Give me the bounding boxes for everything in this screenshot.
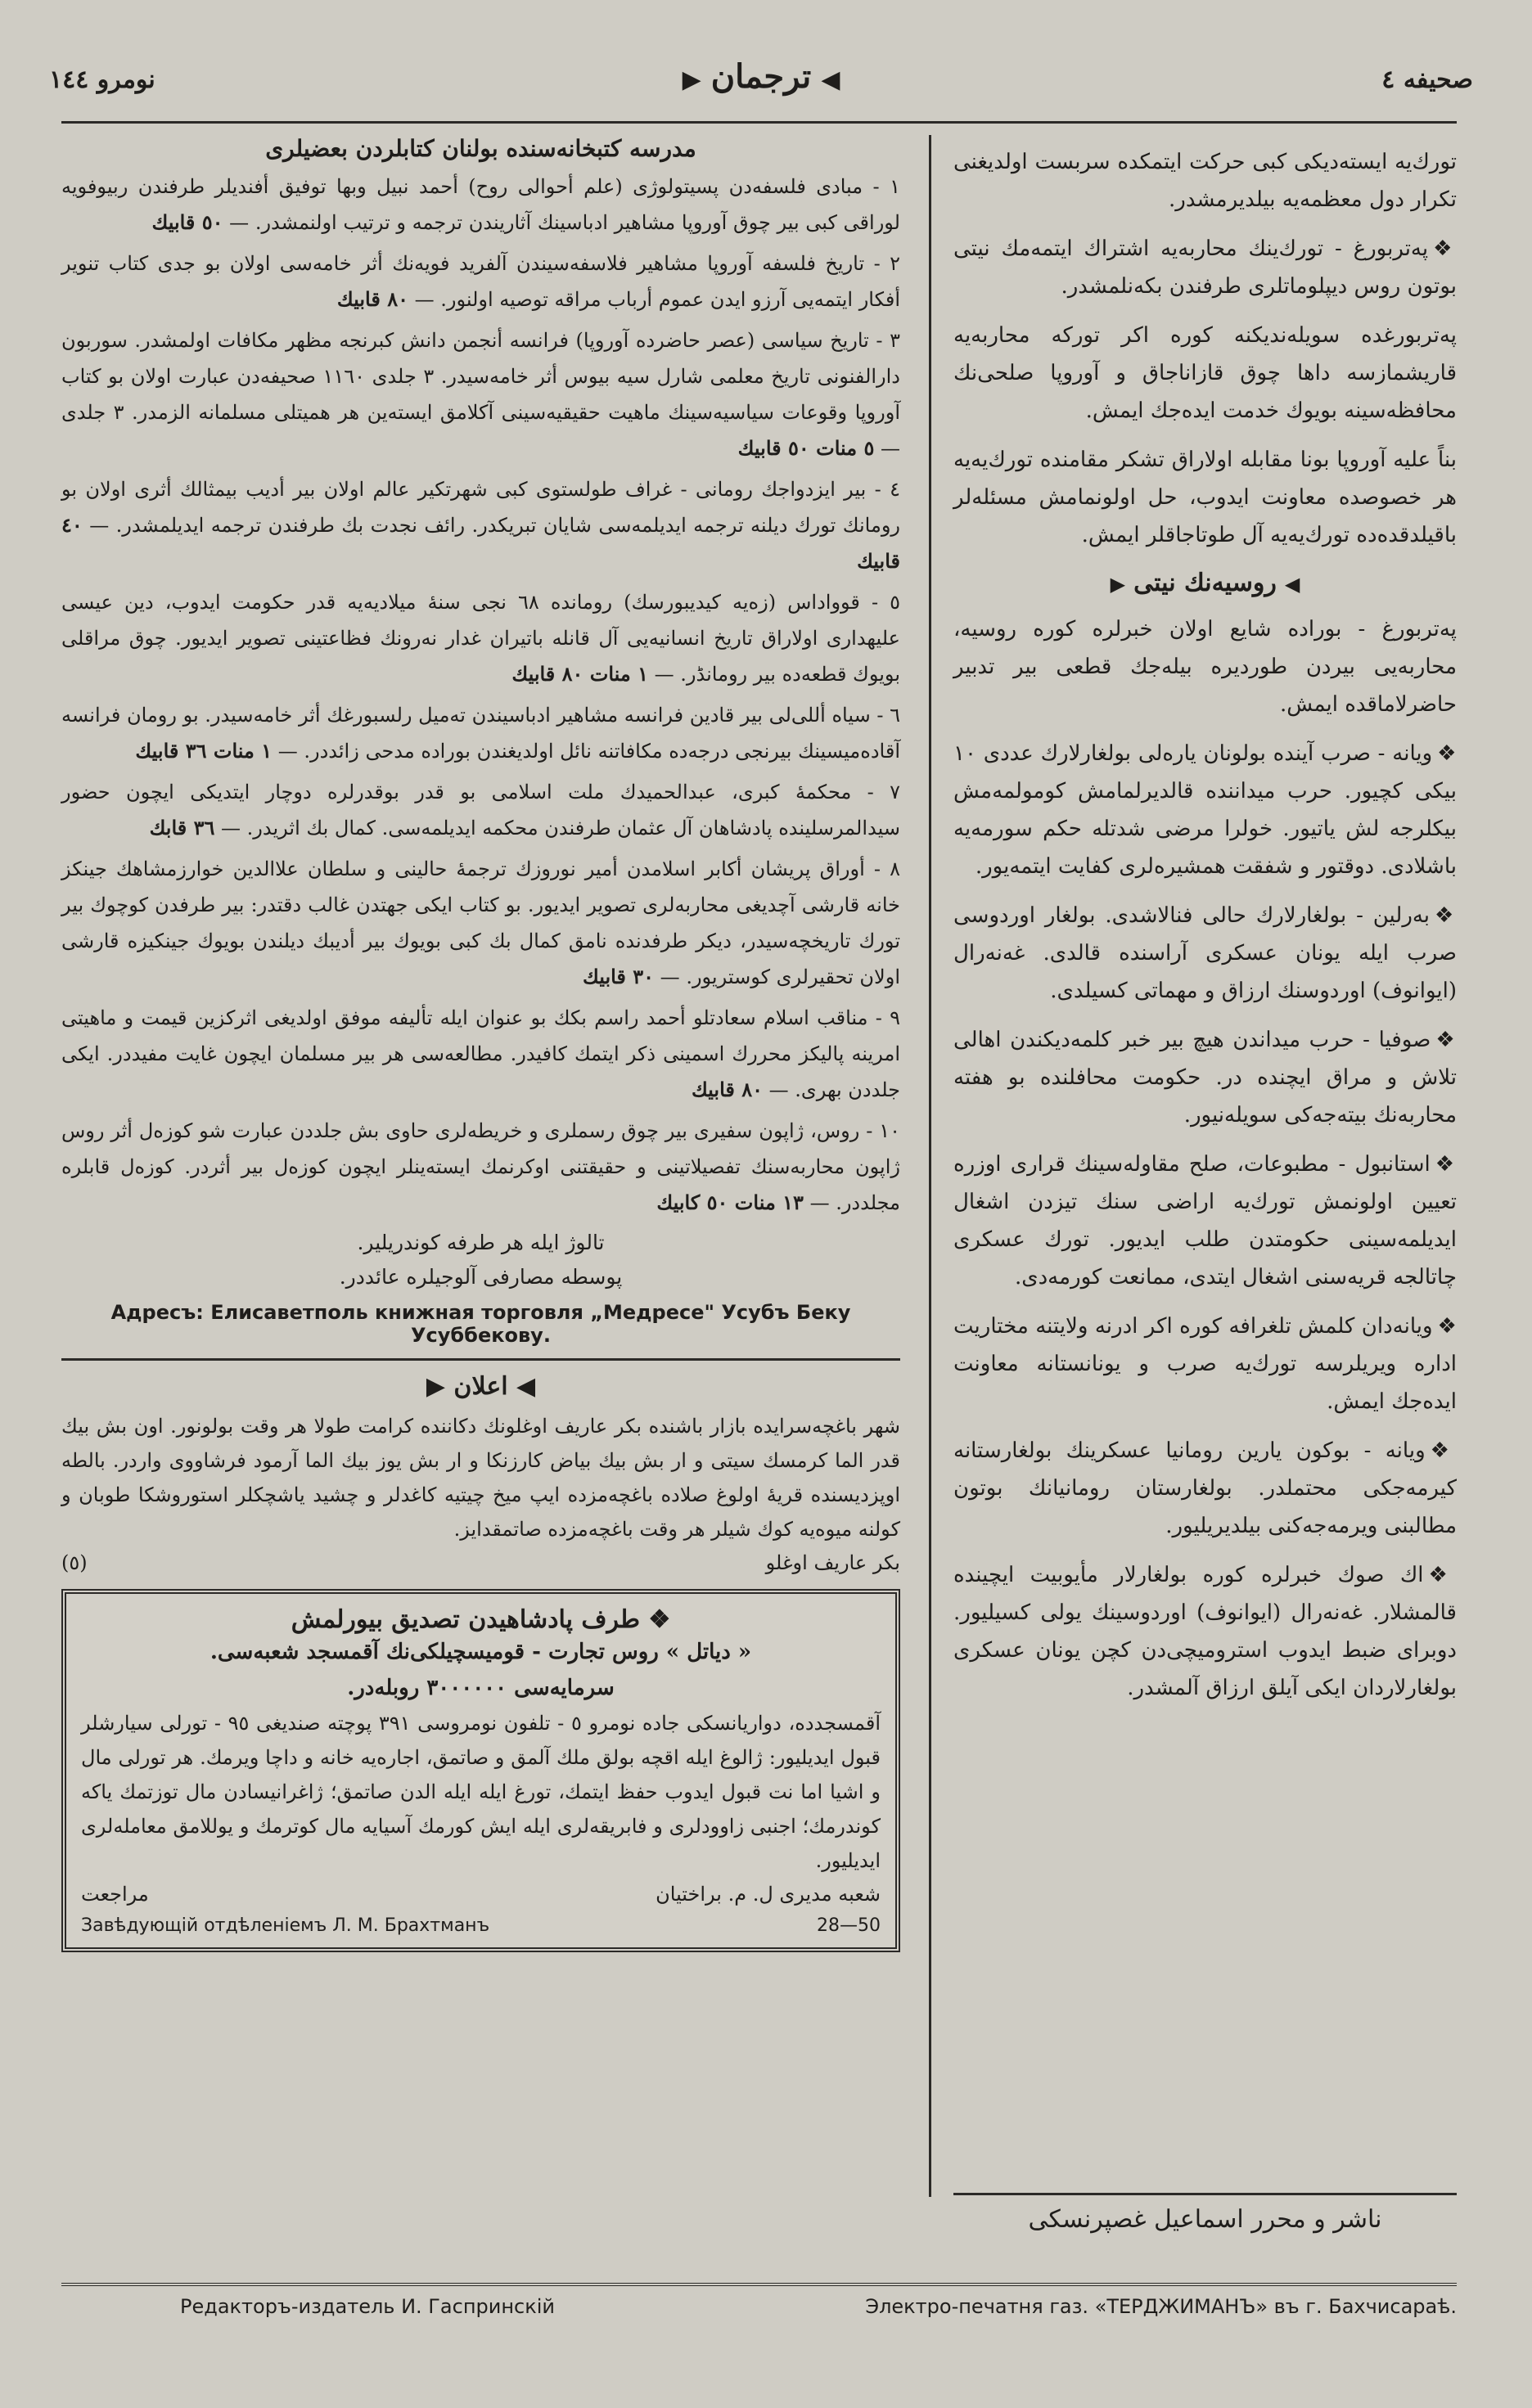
footer-rule bbox=[61, 2283, 1457, 2286]
ad-signer: بکر عاریف اوغلو bbox=[765, 1551, 900, 1574]
library-title: مدرسه کتبخانه‌سنده بولنان کتابلردن بعضیلری bbox=[265, 135, 696, 162]
page-number: صحیفه ٤ bbox=[1381, 65, 1473, 94]
book-description: ٣ - تاریخ سیاسی (عصر حاضرده آوروپا) فرانسه أنجمن دانش کبرنجه مظهر مکافات اولمشدر. سوربون دارالفنونی تاریخ معلمی شارل سیه بیوس أثر خامه‌سیدر. ٣ جلدی ١١٦٠ صحیفه‌دن عبارت اولان بو کتاب آوروپا وقوعات سیاسیه‌سینك ماهیت حقیقیه‌سینی آکلامق ایستەین هر همیتلی مسلمانه الزمدر. ٣ جلدی bbox=[61, 329, 900, 424]
bullet-icon: ❖ bbox=[1437, 1314, 1457, 1339]
ornament-icon: ◀ bbox=[507, 1372, 536, 1401]
news-paragraph: پەتربورغ - بوراده شایع اولان خبرلره کوره روسیه، محاربه‌یی بیردن طوردیره بیله‌جك قطعی بیر تدبیر حاضرلاماقده ایمش. bbox=[953, 617, 1457, 717]
book-entry: ٩ - مناقب اسلام سعادتلو أحمد راسم بکك بو عنوان ایله تألیفه موفق اولدیغی اثرکزین قیمت و ماهیتی امرینه پالیکز محررك اسمینی ذکر ایتمك کافیدر. مطالعه‌سی هر بیر مسلمان ایچون غایت مفیددر. ایکی جلددن بهری. — ٨٠ قابیك bbox=[61, 1006, 900, 1101]
issue-number: نومرو ١٤٤ bbox=[49, 65, 155, 94]
masthead-title bbox=[673, 57, 850, 96]
footer-editor: Редакторъ-издатель И. Гаспринскій bbox=[180, 2295, 555, 2318]
news-paragraph: تورك‌یه ایسته‌دیکی کبی حرکت ایتمکده سربست اولدیغنی تکرار دول معظمه‌یه بیلدیرمشدر. bbox=[953, 150, 1457, 212]
book-price: ٣٦ قابك bbox=[149, 816, 215, 839]
ornament-icon: ▶ bbox=[1110, 572, 1126, 596]
bank-text: آقمسجدده، دواریانسکی جاده نومرو ٥ - تلفون نومروسی ٣٩١ پوچته صندیغی ٩٥ - تورلی سیارشلر قبول ایدیلیور: ژالوغ ایله اقچه بولق ملك آلمق و صاتمق، اجاره‌یه خانه و داچا ویرمك. هر تورلی مال و اشیا اما نت قبول ایدوب حفظ ایتمك، تورغ ایله ایله الدن صاتمق؛ ژاغرانیسادن مال توزتمك یاکه کوندرمك؛ اجنبی زاوودلری و فابریقه‌لری ایله ایش کورمك آسیایه مال کوترمك و یوللامق معامله‌لری ایدیلیور. bbox=[81, 1712, 881, 1872]
publisher-line: ناشر و محرر اسماعیل غصپرنسکی bbox=[1028, 2205, 1382, 2234]
header-rule bbox=[61, 121, 1457, 124]
book-description: ٧ - محکمهٔ کبری، عبدالحمیدك ملت اسلامی بو قدر بوقدرلره دوچار ایتدیکی ایچون حضور سیدالمرسلینده پادشاهان آل عثمان طرفندن محکمه ایدیلمه‌سی. کمال بك اثریدر. bbox=[61, 781, 900, 839]
column-divider bbox=[929, 135, 931, 2197]
publisher-rule bbox=[953, 2193, 1457, 2195]
bank-ad-number: 28—50 bbox=[817, 1915, 881, 1936]
book-entry: ٣ - تاریخ سیاسی (عصر حاضرده آوروپا) فرانسه أنجمن دانش کبرنجه مظهر مکافات اولمشدر. سوربون دارالفنونی تاریخ معلمی شارل سیه بیوس أثر خامه‌سیدر. ٣ جلدی ١١٦٠ صحیفه‌دن عبارت اولان بو کتاب آوروپا وقوعات سیاسیه‌سینك ماهیت حقیقیه‌سینی آکلامق ایستەین هر همیتلی مسلمانه الزمدر. ٣ جلدی — ٥ منات ٥٠ قابیك bbox=[61, 329, 900, 460]
ads-column bbox=[61, 135, 900, 2201]
book-price: ٨٠ قابیك bbox=[691, 1078, 764, 1101]
library-note: پوسطه مصارفی آلوجیلره عائددر. bbox=[339, 1265, 623, 1289]
book-price: ١٣ منات ٥٠ کابیك bbox=[656, 1190, 804, 1214]
ornament-icon: ▶ bbox=[426, 1372, 454, 1401]
news-paragraph: ❖استانبول - مطبوعات، صلح مقاوله‌سینك قراری اوزره تعیین اولونمش تورك‌یه اراضی سنك تیزدن اشغال ایدیلمه‌سینی حکومتدن طلب ایدیور. تورك عسکری چاتالجه قریه‌سنی اشغال ایتدی، ممانعت کورمه‌دی. bbox=[953, 1152, 1457, 1290]
ad-text: شهر باغچەسرایده بازار باشنده بکر عاریف اوغلونك دکاننده کرامت طولا هر وقت بولونور. اون بش بیك قدر الما کرمسك سیتی و ار بش بیك بیاض کارزنکا و ار بش یوز بیك الما آرمود فرشاووی واردر. بالطه اوپزدیسنده قریهٔ اولوغ صلاده باغچه‌مزده ایپ میخ چیتیه کاغدلر و چشید یاشچکلر استوروشکا طوبان و کولنه میوه‌یه کوك شیلر هر وقت باغچه‌مزده صاتمقدایز. bbox=[61, 1415, 900, 1541]
book-price: ٨٠ قابیك bbox=[336, 287, 408, 311]
ad-number: (٥) bbox=[61, 1551, 88, 1574]
book-description: ٥ - قوواداس (زەیه کیدیبورسك) رومانده ٦٨ نجی سنهٔ میلادیه‌یه قدر حکومت ایدوب، دین عیسی علیهداری اولاراق تاریخ انسانیه‌یی آل قانله باتیران غدار نەرونك فظاعتینی تصویر ایدیور. چوق مراقلی بویوك قطعه‌ده بیر رومانڈر. bbox=[61, 591, 901, 686]
book-description: ١ - مبادی فلسفه‌دن پسیتولوژی (علم أحوالی روح) أحمد نبیل وبها توفیق أفندیلر طرفندن ربیوفویه لوراقی کبی بیر چوق آوروپا مشاهیر ادباسینك آثاریندن ترجمه و ترتیب اولنمشدر. bbox=[61, 175, 900, 234]
book-entry: ١ - مبادی فلسفه‌دن پسیتولوژی (علم أحوالی روح) أحمد نبیل وبها توفیق أفندیلر طرفندن ربیوفویه لوراقی کبی بیر چوق آوروپا مشاهیر ادباسینك آثاریندن ترجمه و ترتیب اولنمشدر. — ٥٠ قابیك bbox=[61, 175, 900, 234]
ornament-icon: ▶ bbox=[682, 65, 701, 94]
news-paragraph: ❖ویانه‌دان کلمش تلغرافه کوره اکر ادرنه ولایتنه مختاریت اداره ویریلرسه تورك‌یه صرب و یونانستانه معاونت ایده‌جك ایمش. bbox=[953, 1314, 1457, 1414]
bank-ad bbox=[61, 1589, 900, 1952]
bullet-icon: ❖ bbox=[1430, 1438, 1457, 1463]
section-rule bbox=[61, 1358, 900, 1361]
bullet-icon: ❖ bbox=[1435, 903, 1457, 928]
bank-name: « دیاتل » روس تجارت - قومیسچیلکی‌نك آقمسجد شعبه‌سی. bbox=[210, 1640, 752, 1664]
ornament-icon: ❖ bbox=[639, 1605, 671, 1634]
news-paragraph: ❖پەتربورغ - تورك‌ینك محاربه‌یه اشتراك ایتمەمك نیتی بوتون روس دیپلوماتلری طرفندن بکه‌نلمشدر. bbox=[953, 236, 1457, 299]
page-footer bbox=[180, 2295, 1457, 2318]
news-paragraph: ❖ویانه - بوکون یارین رومانیا عسکرینك بولغارستانه کیرمه‌جکی محتملدر. بولغارستان رومانیانك بوتون مطالبنی ویرمه‌جه‌کنی بیلدیریلیور. bbox=[953, 1438, 1457, 1538]
news-paragraph: ❖اك صوك خبرلره کوره بولغارلار مأیوبیت ایچینده قالمشلار. غەنەرال (ایوانوف) اوردوسینك یولی کسیلیور. دوبرای ضبط ایدوب استرومیچی‌دن کچن یونان عسکری بولغارلاردان ایکی آیلق ارزاق آلمشدر. bbox=[953, 1563, 1458, 1700]
bank-manager: شعبه مدیری ل. م. براختیان bbox=[656, 1883, 881, 1906]
book-entry: ٧ - محکمهٔ کبری، عبدالحمیدك ملت اسلامی بو قدر بوقدرلره دوچار ایتدیکی ایچون حضور سیدالمرسلینده پادشاهان آل عثمان طرفندن محکمه ایدیلمه‌سی. کمال بك اثریدر. — ٣٦ قابك bbox=[61, 781, 900, 839]
bank-contact-label: مراجعت bbox=[81, 1883, 149, 1906]
book-entry: ٢ - تاریخ فلسفه آوروپا مشاهیر فلاسفه‌سیندن آلفرید فویه‌نك أثر خامه‌سی اولان بو جدی کتاب تنویر أفکار ایتمه‌یی آرزو ایدن عموم أرباب مراقه توصیه اولنور. — ٨٠ قابیك bbox=[61, 252, 900, 311]
bullet-icon: ❖ bbox=[1437, 741, 1457, 766]
book-list bbox=[61, 169, 900, 1221]
news-paragraph: بناً علیه آوروپا بونا مقابله اولاراق تشکر مقامنده تورك‌یه‌یه هر خصوصده معاونت ایدوب، حل اولونمامش مسئله‌لر باقیلدقده‌ده تورك‌یه‌یه آل طوتاجاقلر ایمش. bbox=[953, 448, 1457, 547]
ornament-icon: ◀ bbox=[1284, 572, 1300, 596]
bank-manager-ru: Завѣдующій отдѣленіемъ Л. М. Брахтманъ bbox=[81, 1915, 490, 1936]
section-title: ◀روسیه‌نك نیتی▶ bbox=[1110, 569, 1300, 597]
book-entry: ٤ - بیر ایزدواجك رومانی - غراف طولستوی کبی شهرتکیر عالم اولان بیر أدیب بیمثالك أثری اولان بو رومانك تورك دیلنه ترجمه ایدیلمه‌سی شایان تبریکدر. رائف نجدت بك طرفندن ترجمه ایدیلمشدر. — ٤٠ قابیك bbox=[61, 478, 900, 573]
news-paragraph: پەتربورغده سویله‌ندیکنه کوره اکر تورکه محاربه‌یه قاریشمازسه داها چوق قازاناجاق و آوروپا صلحی‌نك محافظه‌سینه بویوك خدمت ایده‌جك ایمش. bbox=[953, 323, 1457, 423]
footer-printer: Электро-печатня газ. «ТЕРДЖИМАНЪ» въ г. Бахчисараѣ. bbox=[865, 2295, 1457, 2318]
book-description: ٦ - سیاه أللی‌لی بیر قادین فرانسه مشاهیر ادباسیندن تەمیل رلسبورغك أثر خامه‌سیدر. بو رومان فرانسه آقاده‌میسینك بیرنجی درجه‌ده مکافاتنه نائل اولدیغندن بوراده مدحی زائددر. bbox=[61, 704, 900, 763]
book-entry: ١٠ - روس، ژاپون سفیری بیر چوق رسملری و خریطه‌لری حاوی بش جلددن عبارت شو کوزەل أثر روس ژاپون محاربه‌سنك تفصیلاتینی و حقیقتنی اوکرنمك ایسته‌ینلر ایچون کوزەل بیر أثردر. کوزەل قابلره مجلددر. — ١٣ منات ٥٠ کابیك bbox=[61, 1119, 900, 1214]
bullet-icon: ❖ bbox=[1435, 1152, 1457, 1177]
news-paragraph: ❖صوفیا - حرب میداندن هیچ بیر خبر کلمه‌دیکندن اهالی تلاش و مراق ایچنده در. حکومت محافلنده بو هفته محاربه‌نك بیته‌جه‌کی سویله‌نیور. bbox=[953, 1028, 1457, 1127]
ad-title: ◀ اعلان ▶ bbox=[426, 1372, 536, 1401]
book-entry: ٦ - سیاه أللی‌لی بیر قادین فرانسه مشاهیر ادباسیندن تەمیل رلسبورغك أثر خامه‌سیدر. بو رومان فرانسه آقاده‌میسینك بیرنجی درجه‌ده مکافاتنه نائل اولدیغندن بوراده مدحی زائددر. — ١ منات ٣٦ قابیك bbox=[61, 704, 900, 763]
book-description: ٤ - بیر ایزدواجك رومانی - غراف طولستوی کبی شهرتکیر عالم اولان بیر أدیب بیمثالك أثری اولان بو رومانك تورك دیلنه ترجمه ایدیلمه‌سی شایان تبریکدر. رائف نجدت بك طرفندن ترجمه ایدیلمشدر. bbox=[61, 478, 900, 537]
book-entry: ٥ - قوواداس (زەیه کیدیبورسك) رومانده ٦٨ نجی سنهٔ میلادیه‌یه قدر حکومت ایدوب، دین عیسی علیهداری اولاراق تاریخ انسانیه‌یی آل قانله باتیران غدار نەرونك فظاعتینی تصویر ایدیور. چوق مراقلی بویوك قطعه‌ده بیر رومانڈر. — ١ منات ٨٠ قابیك bbox=[61, 591, 901, 686]
library-address: Адресъ: Елисаветполь книжная торговля „Медресе" Усубъ Беку Усуббекову. bbox=[110, 1301, 851, 1347]
ornament-icon: ◀ bbox=[821, 65, 840, 94]
bank-signature bbox=[81, 1878, 881, 1911]
news-paragraph: ❖بەرلین - بولغارلارك حالی فنالاشدی. بولغار اوردوسی صرب ایله یونان عسکری آراسنده قالدی. غەنەرال (ایوانوف) اوردوسنك ارزاق و مهماتی کسیلدی. bbox=[953, 903, 1457, 1003]
bullet-icon: ❖ bbox=[1428, 1563, 1458, 1587]
book-description: ٢ - تاریخ فلسفه آوروپا مشاهیر فلاسفه‌سیندن آلفرید فویه‌نك أثر خامه‌سی اولان بو جدی کتاب تنویر أفکار ایتمه‌یی آرزو ایدن عموم أرباب مراقه توصیه اولنور. bbox=[61, 252, 900, 311]
news-paragraph: ❖ویانه - صرب آینده بولونان یاره‌لی بولغارلارك عددی ١٠ بیكی کچیور. حرب میداننده قالدیرلمامش کومولمه‌مش بیکلرجه لش یاتیور. خولرا مرضی شدتله حکم سورمه‌یه باشلادی. دوقتور و شفقت همشیره‌لری کفایت ایتمه‌یور. bbox=[953, 741, 1457, 879]
bullet-icon: ❖ bbox=[1433, 236, 1457, 261]
book-description: ١٠ - روس، ژاپون سفیری بیر چوق رسملری و خریطه‌لری حاوی بش جلددن عبارت شو کوزەل أثر روس ژاپون محاربه‌سنك تفصیلاتینی و حقیقتنی اوکرنمك ایسته‌ینلر ایچون کوزەل بیر أثردر. کوزەل قابلره مجلددر. bbox=[61, 1119, 900, 1214]
bank-title: ❖ طرف پادشاهیدن تصدیق بیورلمش bbox=[291, 1605, 671, 1634]
masthead-text: ترجمان bbox=[710, 57, 812, 96]
book-description: ٩ - مناقب اسلام سعادتلو أحمد راسم بکك بو عنوان ایله تألیفه موفق اولدیغی اثرکزین قیمت و ماهیتی امرینه پالیکز محررك اسمینی ذکر ایتمك کافیدر. مطالعه‌سی هر بیر مسلمان ایچون غایت مفیددر. ایکی جلددن بهری. bbox=[61, 1006, 900, 1101]
ad-signature bbox=[61, 1546, 900, 1579]
book-price: ١ منات ٣٦ قابیك bbox=[135, 739, 273, 763]
book-price: ٣٠ قابیك bbox=[582, 965, 655, 988]
library-note: تالوژ ایله هر طرفه کوندریلیر. bbox=[357, 1231, 605, 1254]
book-entry: ٨ - أوراق پریشان أکابر اسلامدن أمیر نوروزك ترجمهٔ حالینی و سلطان علاالدین خوارزمشاهك جینکز خانه قارشی آچدیغی محاربه‌لری تصویر ایدیور. بو کتاب ایکی جهتدن غالب دقتدر: بیر طرفدن کوچوك بیر تورك تاریخچه‌سیدر، دیکر طرفدنده نامق کمال بك کبی بویوك بیر أدیبك دیلندن بویوك جینکیزه قارشی اولان تحقیرلری کوستریور. — ٣٠ قابیك bbox=[61, 857, 900, 988]
bank-footer bbox=[81, 1915, 881, 1936]
book-price: ١ منات ٨٠ قابیك bbox=[511, 662, 649, 686]
news-column bbox=[953, 143, 1457, 2197]
book-price: ٤٠ قابیك bbox=[61, 513, 900, 573]
book-price: ٥ منات ٥٠ قابیك bbox=[737, 436, 875, 460]
page-header bbox=[49, 57, 1473, 123]
book-price: ٥٠ قابیك bbox=[151, 210, 223, 234]
book-description: ٨ - أوراق پریشان أکابر اسلامدن أمیر نوروزك ترجمهٔ حالینی و سلطان علاالدین خوارزمشاهك جینکز خانه قارشی آچدیغی محاربه‌لری تصویر ایدیور. بو کتاب ایکی جهتدن غالب دقتدر: بیر طرفدن کوچوك بیر تورك تاریخچه‌سیدر، دیکر طرفدنده نامق کمال بك کبی بویوك بیر أدیبك دیلندن بویوك جینکیزه قارشی اولان تحقیرلری کوستریور. bbox=[61, 857, 900, 988]
bank-capital: سرمایه‌سی ٣٠٠٠٠٠٠ روبله‌در. bbox=[347, 1676, 615, 1700]
bullet-icon: ❖ bbox=[1435, 1028, 1457, 1052]
